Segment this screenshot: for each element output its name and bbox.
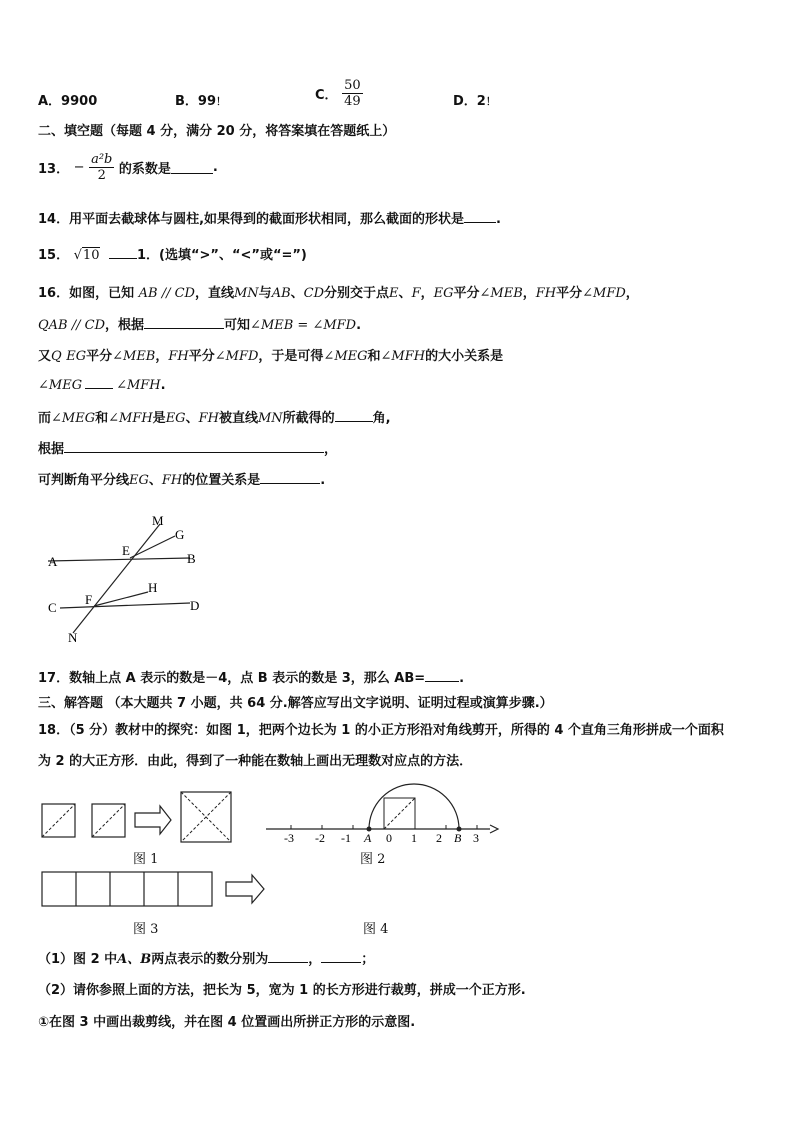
tick-label-0: -3: [284, 831, 294, 845]
q15-sqrt: √10: [73, 248, 100, 263]
q16-blank-reason1: [144, 316, 224, 329]
label-c: C: [48, 600, 57, 615]
ray-fh: [94, 592, 148, 606]
fig4-caption: 图 4: [363, 922, 389, 937]
label-m: M: [152, 513, 164, 528]
tick-label-3: 0: [386, 831, 392, 845]
diagonal-cut-2: [92, 804, 125, 837]
q18-line1: 18．（5 分）教材中的探究：如图 1，把两个边长为 1 的小正方形沿对角线剪开，所得的 4 个直角三角形拼成一个面积: [38, 723, 724, 738]
section2-heading: 二、填空题（每题 4 分，满分 20 分，将答案填在答题纸上）: [38, 124, 396, 139]
q15-blank: [109, 246, 137, 259]
choice-d: D．2！: [453, 94, 496, 109]
rectangle-5x1: [42, 872, 212, 906]
arc: [369, 784, 459, 829]
q16-line1: 16．如图，已知 AB // CD，直线MN与AB、CD分别交于点E、F，EG平分∠MEB，FH平分∠MFD，: [38, 286, 639, 301]
diagonal-cut-1: [42, 804, 75, 837]
q18-sub2: （2）请你参照上面的方法，把长为 5，宽为 1 的长方形进行裁剪，拼成一个正方形.: [38, 983, 526, 998]
line-cd: [60, 603, 190, 608]
point-b-label: B: [454, 831, 462, 845]
q13-fraction: $\frac{\text{a²b}}{2}$: [91, 152, 113, 183]
q16-figure: [30, 508, 220, 648]
tick-label-6: 3: [473, 831, 479, 845]
q13-blank: [171, 161, 213, 174]
figure-2: [262, 776, 502, 848]
axis-arrow-icon: [490, 825, 498, 833]
arrow-icon: [226, 875, 264, 903]
q16-blank-angle: [335, 409, 373, 422]
label-h: H: [148, 580, 158, 595]
q16-line6: 根据 ，: [38, 442, 338, 457]
fig1-caption: 图 1: [133, 852, 159, 867]
q16-line2: QAB // CD，根据 可知∠MEB = ∠MFD.: [38, 318, 362, 333]
figure-1: [38, 788, 258, 848]
tick-label-2: -1: [341, 831, 351, 845]
point-a-label: A: [364, 831, 372, 845]
choice-c-fraction: $\frac{50}{49}$: [344, 78, 361, 109]
choice-a: A．9900: [38, 94, 98, 109]
label-b: B: [187, 551, 196, 566]
label-g: G: [175, 527, 185, 542]
arrow-icon: [135, 806, 171, 834]
unit-diagonal: [384, 798, 415, 829]
q16-line7: 可判断角平分线EG、FH的位置关系是 .: [38, 473, 326, 488]
choice-c: C． $\frac{50}{49}$: [315, 78, 361, 109]
q18-blank-b: [321, 950, 361, 963]
fig2-caption: 图 2: [360, 852, 386, 867]
tick-label-4: 1: [411, 831, 417, 845]
q16-line4: ∠MEG ∠MFH.: [38, 378, 166, 393]
section3-heading: 三、解答题 （本大题共 7 小题，共 64 分.解答应写出文字说明、证明过程或演算步骤.）: [38, 696, 553, 711]
tick-labels: [284, 831, 479, 845]
q16-line3: 又Q EG平分∠MEB，FH平分∠MFD，于是可得∠MEG和∠MFH的大小关系是: [38, 349, 504, 364]
q16-line5: 而∠MEG和∠MFH是EG、FH被直线MN所截得的 角,: [38, 411, 391, 426]
q14-blank: [464, 210, 496, 223]
ray-eg: [130, 536, 175, 558]
figure-3: [38, 868, 278, 912]
q15: 15． √10 1．(选填“>”、“<”或“=”): [38, 248, 307, 263]
q16-blank-position: [260, 471, 320, 484]
tick-label-1: -2: [315, 831, 325, 845]
q16-blank-compare: [85, 376, 113, 389]
q18-sub3: ①在图 3 中画出裁剪线，并在图 4 位置画出所拼正方形的示意图.: [38, 1015, 416, 1030]
q18-sub1: （1）图 2 中A、B两点表示的数分别为 ， ；: [38, 952, 375, 967]
choice-b: B．99！: [175, 94, 226, 109]
q14: 14．用平面去截球体与圆柱,如果得到的截面形状相同，那么截面的形状是 .: [38, 212, 501, 227]
label-e: E: [122, 543, 130, 558]
fig3-caption: 图 3: [133, 922, 159, 937]
q18-line2: 为 2 的大正方形．由此，得到了一种能在数轴上画出无理数对应点的方法．: [38, 754, 473, 769]
q13: 13． − $\frac{\text{a²b}}{2}$ 的系数是 .: [38, 152, 218, 183]
q18-blank-a: [268, 950, 308, 963]
label-a: A: [48, 554, 58, 569]
label-f: F: [85, 592, 93, 607]
label-n: N: [68, 630, 78, 645]
line-mn: [73, 524, 160, 633]
line-ab: [48, 558, 190, 561]
label-d: D: [190, 598, 200, 613]
q17-blank: [425, 669, 459, 682]
tick-label-5: 2: [436, 831, 442, 845]
q17: 17．数轴上点 A 表示的数是－4，点 B 表示的数是 3，那么 AB= .: [38, 671, 465, 686]
q16-blank-reason2: [64, 440, 324, 453]
